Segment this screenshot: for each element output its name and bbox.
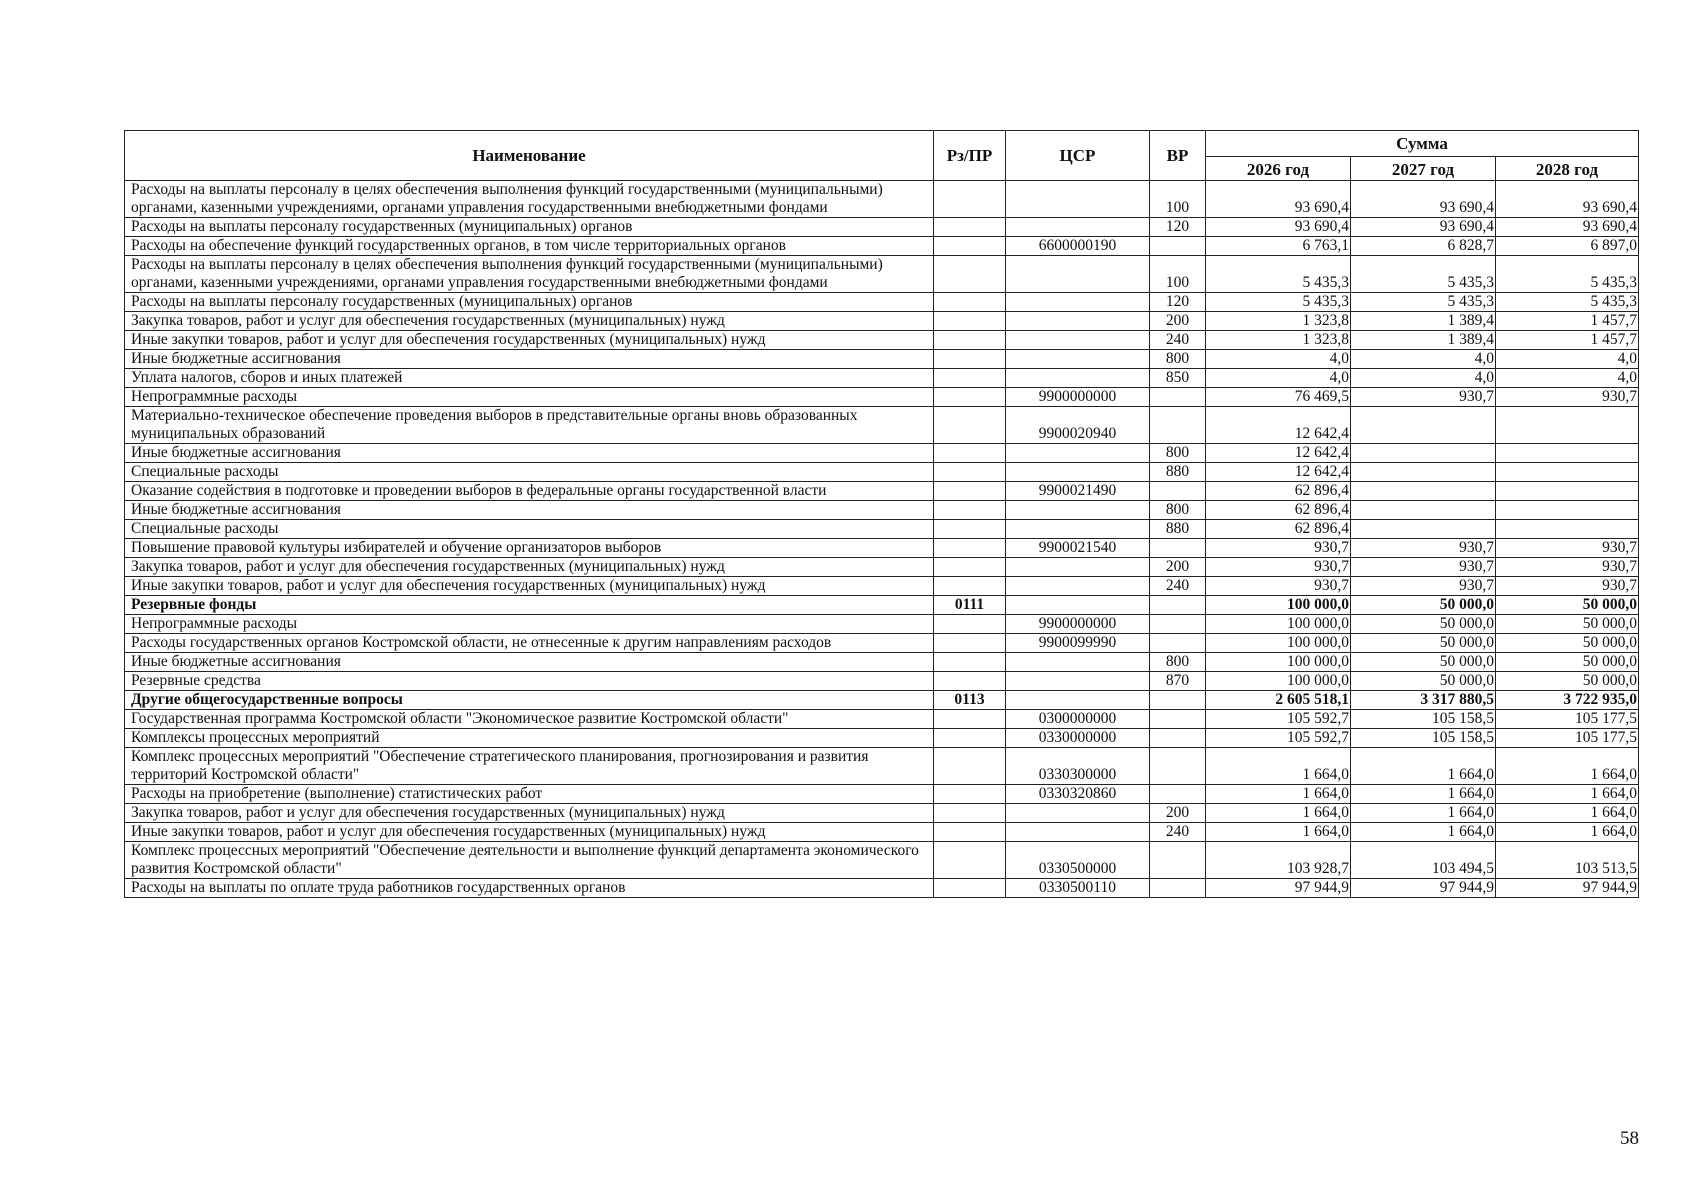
row-amount-2027: 930,7	[1351, 539, 1496, 558]
row-amount-2028: 1 457,7	[1496, 331, 1639, 350]
row-csr-code	[1006, 672, 1150, 691]
table-row	[125, 691, 1639, 710]
row-name: Резервные фонды	[125, 596, 934, 615]
row-csr-code	[1006, 331, 1150, 350]
row-amount-2028: 50 000,0	[1496, 672, 1639, 691]
row-amount-2027: 5 435,3	[1351, 256, 1496, 293]
row-amount-2028: 1 664,0	[1496, 748, 1639, 785]
table-row	[125, 577, 1639, 596]
row-amount-2026: 103 928,7	[1206, 842, 1351, 879]
row-amount-2027: 50 000,0	[1351, 634, 1496, 653]
row-rz-code	[934, 463, 1006, 482]
table-row	[125, 729, 1639, 748]
row-csr-code: 0300000000	[1006, 710, 1150, 729]
row-rz-code	[934, 539, 1006, 558]
row-amount-2026: 930,7	[1206, 558, 1351, 577]
row-amount-2028	[1496, 407, 1639, 444]
row-amount-2026: 62 896,4	[1206, 520, 1351, 539]
row-name: Комплексы процессных мероприятий	[125, 729, 934, 748]
row-name: Иные закупки товаров, работ и услуг для обеспечения государственных (муниципальных) нужд	[125, 331, 934, 350]
row-name: Расходы на выплаты персоналу государственных (муниципальных) органов	[125, 293, 934, 312]
row-amount-2028: 5 435,3	[1496, 256, 1639, 293]
row-rz-code	[934, 218, 1006, 237]
row-amount-2027	[1351, 444, 1496, 463]
table-body	[125, 181, 1639, 898]
row-rz-code	[934, 444, 1006, 463]
header-vr: ВР	[1150, 131, 1206, 181]
header-name: Наименование	[125, 131, 934, 181]
row-amount-2027: 50 000,0	[1351, 615, 1496, 634]
table-row	[125, 256, 1639, 293]
budget-table	[124, 130, 1639, 898]
row-vr-code: 240	[1150, 331, 1206, 350]
row-vr-code: 200	[1150, 312, 1206, 331]
row-amount-2027	[1351, 501, 1496, 520]
row-amount-2028	[1496, 520, 1639, 539]
row-rz-code	[934, 181, 1006, 218]
row-amount-2028: 1 664,0	[1496, 804, 1639, 823]
row-name: Другие общегосударственные вопросы	[125, 691, 934, 710]
row-amount-2027	[1351, 407, 1496, 444]
table-row	[125, 482, 1639, 501]
row-amount-2026: 4,0	[1206, 350, 1351, 369]
row-name: Расходы на приобретение (выполнение) статистических работ	[125, 785, 934, 804]
row-amount-2028	[1496, 463, 1639, 482]
row-amount-2026: 5 435,3	[1206, 256, 1351, 293]
table-row	[125, 369, 1639, 388]
row-csr-code	[1006, 312, 1150, 331]
table-row	[125, 672, 1639, 691]
table-header	[125, 131, 1639, 181]
row-amount-2026: 100 000,0	[1206, 634, 1351, 653]
row-amount-2026: 1 323,8	[1206, 331, 1351, 350]
row-amount-2026: 12 642,4	[1206, 463, 1351, 482]
row-amount-2026: 62 896,4	[1206, 482, 1351, 501]
row-rz-code	[934, 748, 1006, 785]
row-vr-code: 800	[1150, 653, 1206, 672]
row-amount-2028: 930,7	[1496, 558, 1639, 577]
row-amount-2026: 1 664,0	[1206, 748, 1351, 785]
row-amount-2028: 50 000,0	[1496, 653, 1639, 672]
row-amount-2027: 1 389,4	[1351, 331, 1496, 350]
row-name: Закупка товаров, работ и услуг для обеспечения государственных (муниципальных) нужд	[125, 312, 934, 331]
row-vr-code	[1150, 482, 1206, 501]
row-amount-2028: 105 177,5	[1496, 710, 1639, 729]
table-row	[125, 501, 1639, 520]
row-csr-code: 9900020940	[1006, 407, 1150, 444]
row-vr-code: 240	[1150, 823, 1206, 842]
row-amount-2028: 50 000,0	[1496, 634, 1639, 653]
row-csr-code: 0330500110	[1006, 879, 1150, 898]
row-vr-code: 100	[1150, 256, 1206, 293]
row-rz-code	[934, 710, 1006, 729]
table-row	[125, 842, 1639, 879]
row-rz-code	[934, 293, 1006, 312]
row-vr-code: 800	[1150, 501, 1206, 520]
header-csr: ЦСР	[1006, 131, 1150, 181]
row-amount-2028: 103 513,5	[1496, 842, 1639, 879]
row-name: Материально-техническое обеспечение проведения выборов в представительные органы вновь образованных муниципальных образований	[125, 407, 934, 444]
row-rz-code	[934, 842, 1006, 879]
row-rz-code	[934, 879, 1006, 898]
page-number: 58	[1620, 1128, 1639, 1149]
row-vr-code	[1150, 710, 1206, 729]
row-name: Уплата налогов, сборов и иных платежей	[125, 369, 934, 388]
row-amount-2027: 1 664,0	[1351, 804, 1496, 823]
row-vr-code	[1150, 634, 1206, 653]
row-amount-2027	[1351, 520, 1496, 539]
table-row	[125, 444, 1639, 463]
row-rz-code	[934, 577, 1006, 596]
row-amount-2027: 103 494,5	[1351, 842, 1496, 879]
row-vr-code	[1150, 842, 1206, 879]
row-rz-code	[934, 615, 1006, 634]
row-amount-2026: 12 642,4	[1206, 407, 1351, 444]
row-amount-2028: 93 690,4	[1496, 218, 1639, 237]
row-amount-2026: 100 000,0	[1206, 653, 1351, 672]
row-amount-2027: 97 944,9	[1351, 879, 1496, 898]
header-sum: Сумма	[1206, 131, 1639, 157]
row-rz-code	[934, 634, 1006, 653]
row-csr-code	[1006, 804, 1150, 823]
row-amount-2027: 1 389,4	[1351, 312, 1496, 331]
header-year-2026: 2026 год	[1206, 157, 1351, 181]
row-name: Иные бюджетные ассигнования	[125, 653, 934, 672]
row-vr-code	[1150, 237, 1206, 256]
row-name: Оказание содействия в подготовке и проведении выборов в федеральные органы государственной власти	[125, 482, 934, 501]
row-name: Резервные средства	[125, 672, 934, 691]
row-csr-code	[1006, 691, 1150, 710]
table-row	[125, 388, 1639, 407]
row-amount-2027	[1351, 482, 1496, 501]
row-vr-code: 850	[1150, 369, 1206, 388]
table-row	[125, 293, 1639, 312]
row-amount-2028: 930,7	[1496, 577, 1639, 596]
row-amount-2028: 3 722 935,0	[1496, 691, 1639, 710]
row-amount-2027: 4,0	[1351, 369, 1496, 388]
row-amount-2028	[1496, 482, 1639, 501]
row-vr-code: 800	[1150, 350, 1206, 369]
row-vr-code: 200	[1150, 558, 1206, 577]
row-vr-code: 120	[1150, 218, 1206, 237]
row-amount-2026: 2 605 518,1	[1206, 691, 1351, 710]
row-amount-2027: 4,0	[1351, 350, 1496, 369]
row-amount-2027: 93 690,4	[1351, 218, 1496, 237]
row-amount-2027: 50 000,0	[1351, 672, 1496, 691]
row-rz-code: 0111	[934, 596, 1006, 615]
row-amount-2027: 93 690,4	[1351, 181, 1496, 218]
row-amount-2027: 105 158,5	[1351, 729, 1496, 748]
row-amount-2026: 100 000,0	[1206, 596, 1351, 615]
table-row	[125, 615, 1639, 634]
table-row	[125, 653, 1639, 672]
row-amount-2028: 4,0	[1496, 369, 1639, 388]
header-year-2028: 2028 год	[1496, 157, 1639, 181]
row-csr-code: 9900000000	[1006, 615, 1150, 634]
table-row	[125, 823, 1639, 842]
row-amount-2026: 4,0	[1206, 369, 1351, 388]
row-amount-2026: 930,7	[1206, 539, 1351, 558]
row-name: Иные бюджетные ассигнования	[125, 501, 934, 520]
row-name: Комплекс процессных мероприятий "Обеспечение стратегического планирования, прогнозирования и развития территорий Костромской области"	[125, 748, 934, 785]
row-amount-2028: 1 664,0	[1496, 823, 1639, 842]
row-rz-code	[934, 729, 1006, 748]
row-amount-2026: 97 944,9	[1206, 879, 1351, 898]
row-csr-code: 9900021540	[1006, 539, 1150, 558]
row-amount-2028: 930,7	[1496, 539, 1639, 558]
row-rz-code	[934, 350, 1006, 369]
row-amount-2027: 6 828,7	[1351, 237, 1496, 256]
table-row	[125, 634, 1639, 653]
row-vr-code	[1150, 748, 1206, 785]
row-name: Комплекс процессных мероприятий "Обеспечение деятельности и выполнение функций департамента экономического развития Костромской области"	[125, 842, 934, 879]
row-csr-code: 0330500000	[1006, 842, 1150, 879]
row-amount-2026: 100 000,0	[1206, 672, 1351, 691]
row-amount-2027: 930,7	[1351, 577, 1496, 596]
row-amount-2027: 930,7	[1351, 558, 1496, 577]
row-csr-code: 0330300000	[1006, 748, 1150, 785]
row-name: Непрограммные расходы	[125, 615, 934, 634]
row-vr-code	[1150, 596, 1206, 615]
row-csr-code	[1006, 520, 1150, 539]
row-csr-code	[1006, 596, 1150, 615]
row-vr-code: 100	[1150, 181, 1206, 218]
row-csr-code: 6600000190	[1006, 237, 1150, 256]
table-row	[125, 350, 1639, 369]
row-name: Иные бюджетные ассигнования	[125, 350, 934, 369]
row-amount-2028: 5 435,3	[1496, 293, 1639, 312]
row-name: Непрограммные расходы	[125, 388, 934, 407]
row-csr-code	[1006, 350, 1150, 369]
row-csr-code	[1006, 218, 1150, 237]
row-vr-code: 800	[1150, 444, 1206, 463]
row-amount-2027: 1 664,0	[1351, 785, 1496, 804]
row-amount-2027: 50 000,0	[1351, 596, 1496, 615]
row-amount-2026: 105 592,7	[1206, 729, 1351, 748]
row-name: Расходы на выплаты персоналу в целях обеспечения выполнения функций государственными (муниципальными) органами, казенными учреждениями, органами управления государственными внебюджетными фондами	[125, 256, 934, 293]
row-name: Повышение правовой культуры избирателей и обучение организаторов выборов	[125, 539, 934, 558]
row-rz-code	[934, 482, 1006, 501]
table-row	[125, 181, 1639, 218]
row-csr-code	[1006, 256, 1150, 293]
row-name: Расходы на обеспечение функций государственных органов, в том числе территориальных органов	[125, 237, 934, 256]
row-name: Закупка товаров, работ и услуг для обеспечения государственных (муниципальных) нужд	[125, 558, 934, 577]
row-rz-code	[934, 331, 1006, 350]
table-row	[125, 785, 1639, 804]
row-rz-code	[934, 653, 1006, 672]
table-row	[125, 879, 1639, 898]
row-amount-2028: 50 000,0	[1496, 615, 1639, 634]
row-amount-2028: 97 944,9	[1496, 879, 1639, 898]
row-vr-code	[1150, 729, 1206, 748]
row-csr-code: 0330000000	[1006, 729, 1150, 748]
row-amount-2028: 4,0	[1496, 350, 1639, 369]
row-rz-code	[934, 785, 1006, 804]
table-row	[125, 237, 1639, 256]
row-rz-code	[934, 823, 1006, 842]
row-name: Специальные расходы	[125, 463, 934, 482]
row-vr-code	[1150, 407, 1206, 444]
row-amount-2026: 1 664,0	[1206, 804, 1351, 823]
row-amount-2027: 930,7	[1351, 388, 1496, 407]
row-amount-2027: 1 664,0	[1351, 748, 1496, 785]
row-amount-2026: 5 435,3	[1206, 293, 1351, 312]
table-row	[125, 804, 1639, 823]
row-amount-2028: 50 000,0	[1496, 596, 1639, 615]
row-amount-2028: 930,7	[1496, 388, 1639, 407]
row-vr-code	[1150, 879, 1206, 898]
table-row	[125, 710, 1639, 729]
row-vr-code: 880	[1150, 463, 1206, 482]
row-csr-code	[1006, 558, 1150, 577]
table-row	[125, 312, 1639, 331]
row-rz-code	[934, 501, 1006, 520]
row-csr-code	[1006, 293, 1150, 312]
row-amount-2026: 12 642,4	[1206, 444, 1351, 463]
row-amount-2026: 105 592,7	[1206, 710, 1351, 729]
row-rz-code	[934, 520, 1006, 539]
row-rz-code	[934, 804, 1006, 823]
row-amount-2028: 1 664,0	[1496, 785, 1639, 804]
table-row	[125, 520, 1639, 539]
table-row	[125, 218, 1639, 237]
row-amount-2026: 100 000,0	[1206, 615, 1351, 634]
table-row	[125, 558, 1639, 577]
row-amount-2026: 1 323,8	[1206, 312, 1351, 331]
row-vr-code	[1150, 539, 1206, 558]
row-name: Расходы на выплаты персоналу государственных (муниципальных) органов	[125, 218, 934, 237]
row-vr-code: 240	[1150, 577, 1206, 596]
row-amount-2026: 930,7	[1206, 577, 1351, 596]
row-amount-2026: 93 690,4	[1206, 218, 1351, 237]
row-amount-2027: 3 317 880,5	[1351, 691, 1496, 710]
row-csr-code	[1006, 501, 1150, 520]
header-year-2027: 2027 год	[1351, 157, 1496, 181]
row-csr-code	[1006, 181, 1150, 218]
row-rz-code	[934, 558, 1006, 577]
table-row	[125, 331, 1639, 350]
row-csr-code: 9900000000	[1006, 388, 1150, 407]
row-rz-code	[934, 407, 1006, 444]
row-amount-2028: 93 690,4	[1496, 181, 1639, 218]
header-rz: Рз/ПР	[934, 131, 1006, 181]
row-csr-code	[1006, 823, 1150, 842]
row-csr-code: 0330320860	[1006, 785, 1150, 804]
row-name: Иные закупки товаров, работ и услуг для обеспечения государственных (муниципальных) нужд	[125, 823, 934, 842]
row-amount-2028	[1496, 444, 1639, 463]
row-csr-code: 9900021490	[1006, 482, 1150, 501]
row-amount-2026: 1 664,0	[1206, 785, 1351, 804]
row-rz-code	[934, 672, 1006, 691]
row-name: Иные бюджетные ассигнования	[125, 444, 934, 463]
row-name: Расходы на выплаты по оплате труда работников государственных органов	[125, 879, 934, 898]
row-rz-code	[934, 388, 1006, 407]
row-vr-code: 880	[1150, 520, 1206, 539]
row-name: Иные закупки товаров, работ и услуг для обеспечения государственных (муниципальных) нужд	[125, 577, 934, 596]
row-amount-2026: 93 690,4	[1206, 181, 1351, 218]
row-vr-code	[1150, 691, 1206, 710]
row-name: Расходы государственных органов Костромской области, не отнесенные к другим направлениям расходов	[125, 634, 934, 653]
row-csr-code	[1006, 463, 1150, 482]
row-amount-2027: 5 435,3	[1351, 293, 1496, 312]
row-csr-code	[1006, 444, 1150, 463]
row-name: Государственная программа Костромской области "Экономическое развитие Костромской области"	[125, 710, 934, 729]
row-amount-2027: 105 158,5	[1351, 710, 1496, 729]
row-csr-code	[1006, 577, 1150, 596]
row-amount-2026: 62 896,4	[1206, 501, 1351, 520]
row-name: Расходы на выплаты персоналу в целях обеспечения выполнения функций государственными (муниципальными) органами, казенными учреждениями, органами управления государственными внебюджетными фондами	[125, 181, 934, 218]
row-amount-2026: 1 664,0	[1206, 823, 1351, 842]
row-amount-2026: 76 469,5	[1206, 388, 1351, 407]
row-csr-code: 9900099990	[1006, 634, 1150, 653]
row-csr-code	[1006, 369, 1150, 388]
row-amount-2027	[1351, 463, 1496, 482]
table-row	[125, 463, 1639, 482]
row-vr-code	[1150, 388, 1206, 407]
table-row	[125, 407, 1639, 444]
row-vr-code: 870	[1150, 672, 1206, 691]
row-amount-2028: 6 897,0	[1496, 237, 1639, 256]
row-amount-2027: 1 664,0	[1351, 823, 1496, 842]
row-rz-code: 0113	[934, 691, 1006, 710]
row-rz-code	[934, 256, 1006, 293]
row-vr-code: 200	[1150, 804, 1206, 823]
row-amount-2026: 6 763,1	[1206, 237, 1351, 256]
row-rz-code	[934, 312, 1006, 331]
table-row	[125, 596, 1639, 615]
row-vr-code	[1150, 785, 1206, 804]
row-amount-2027: 50 000,0	[1351, 653, 1496, 672]
table-row	[125, 748, 1639, 785]
row-rz-code	[934, 369, 1006, 388]
row-vr-code: 120	[1150, 293, 1206, 312]
row-rz-code	[934, 237, 1006, 256]
row-name: Специальные расходы	[125, 520, 934, 539]
row-csr-code	[1006, 653, 1150, 672]
row-name: Закупка товаров, работ и услуг для обеспечения государственных (муниципальных) нужд	[125, 804, 934, 823]
row-amount-2028: 105 177,5	[1496, 729, 1639, 748]
table-row	[125, 539, 1639, 558]
row-amount-2028	[1496, 501, 1639, 520]
row-vr-code	[1150, 615, 1206, 634]
row-amount-2028: 1 457,7	[1496, 312, 1639, 331]
